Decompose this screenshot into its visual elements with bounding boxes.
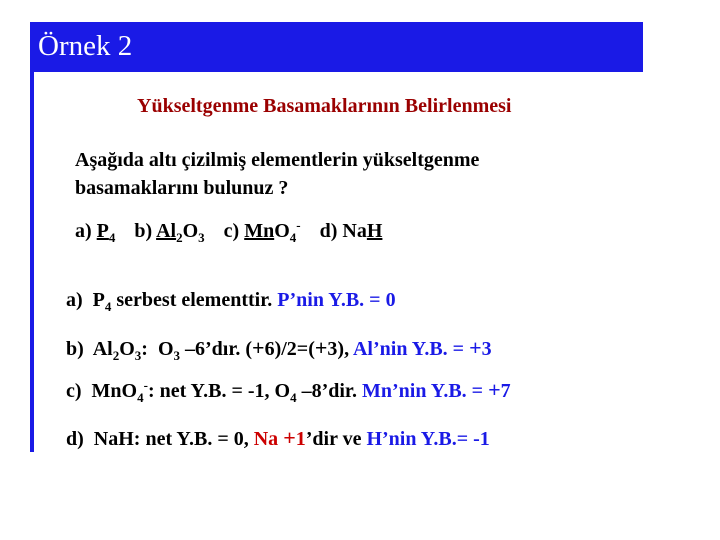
option-c: c) MnO$_4$- xyxy=(223,217,301,245)
answer-a: a) $P_4$ serbest elementtir. P’nin Y.B. = 0 xyxy=(66,289,396,314)
instruction-text xyxy=(75,146,479,202)
slide-title: Örnek 2 xyxy=(38,30,133,62)
answer-a-result-label: P’nin xyxy=(277,289,324,311)
question-options xyxy=(75,217,383,245)
option-b: b) $Al_2O_3$ xyxy=(134,220,205,245)
slide-subtitle: Yükseltgenme Basamaklarının Belirlenmesi xyxy=(137,95,512,117)
answer-b: b) $Al_2O_3$: $O_3$ –6’dır. (+6)/2=(+3), Al’nin Y.B. = +3 xyxy=(66,335,492,363)
option-d: d) NaH xyxy=(319,220,383,242)
answer-c: c) MnO$_4$-: net Y.B. = -1, $O_4$ –8’dir. Mn’nin Y.B. = +7 xyxy=(66,377,511,405)
answer-d: d) NaH: net Y.B. = 0, Na +1’dir ve H’nin Y.B.= -1 xyxy=(66,425,490,450)
option-a: a) $P_4$ xyxy=(75,220,116,245)
title-bar xyxy=(30,22,643,72)
instruction-line-2: basamaklarını bulunuz ? xyxy=(75,177,289,199)
answer-a-result-value: Y.B. = 0 xyxy=(328,289,396,311)
left-accent-rule xyxy=(30,72,34,452)
instruction-line-1: Aşağıda altı çizilmiş elementlerin yükseltgenme xyxy=(75,149,480,171)
